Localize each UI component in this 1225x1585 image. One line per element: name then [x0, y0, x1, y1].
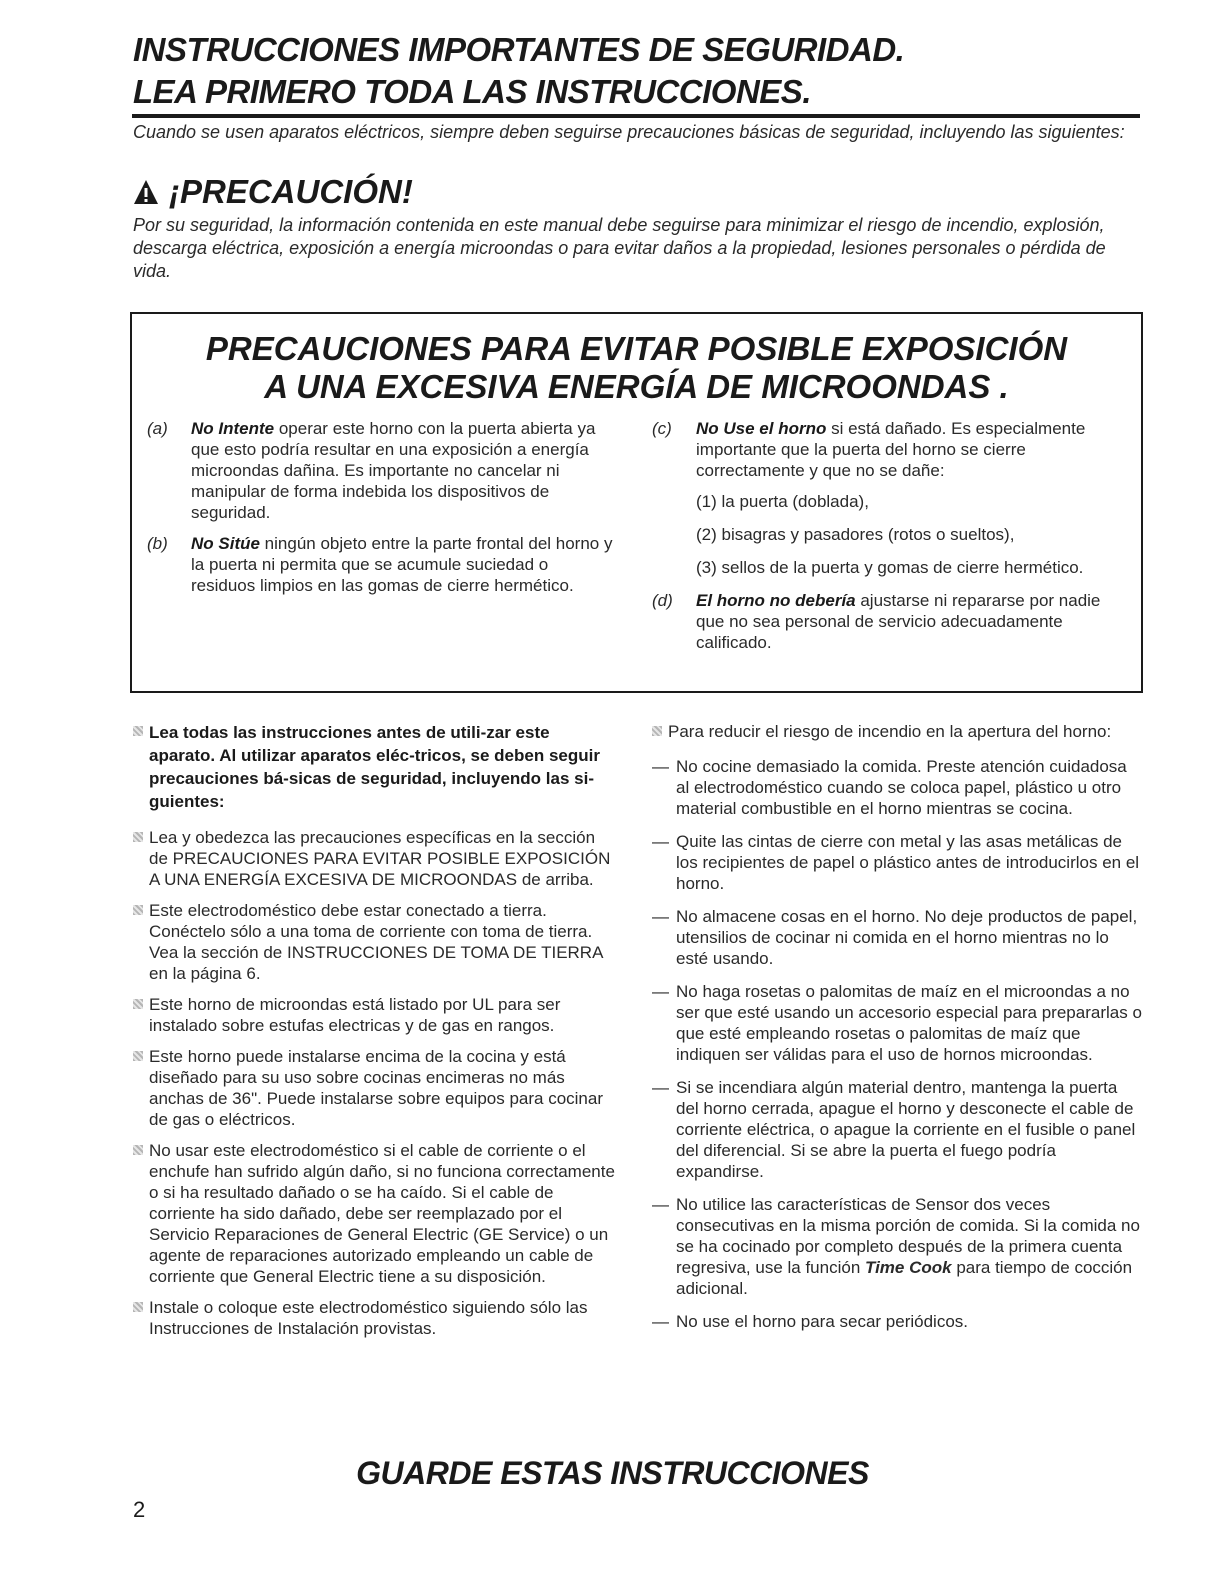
bullet-text: Este horno puede instalarse encima de la cocina y está diseñado para su uso sobre cocinas encimeras no más anchas de 36". Puede instalarse sobre equipos para cocinar de gas o eléctricos.	[149, 1047, 603, 1129]
box-left-column	[147, 418, 617, 606]
bullet-text: Este horno de microondas está listado por UL para ser instalado sobre estufas electricas y de gas en rangos.	[149, 995, 561, 1035]
dash-text: No use el horno para secar periódicos.	[676, 1312, 968, 1331]
dash-item	[652, 981, 1144, 1065]
bullet-text: No usar este electrodoméstico si el cable de corriente o el enchufe han sufrido algún daño, si no funciona correctamente o si ha resultado dañado o se ha caído. Si el cable de corriente ha sido dañado, debe ser reemplazado por el Servicio Reparaciones de General Electric (GE Service) o un agente de reparaciones autorizado empleando un cable de corriente que General Electric tiene a su disposición.	[149, 1141, 615, 1286]
item-tag: (a)	[147, 419, 168, 438]
item-text: ningún objeto entre la parte frontal del horno y la puerta ni permita que se acumule suciedad o residuos limpios en las gomas de cierre hermético.	[191, 534, 613, 595]
bullet-text: Lea y obedezca las precauciones específicas en la sección de PRECAUCIONES PARA EVITAR POSIBLE EXPOSICIÓN A UNA ENERGÍA EXCESIVA DE MICROONDAS de arriba.	[149, 828, 611, 889]
item-text: ajustarse ni repararse por nadie que no sea personal de servicio adecuadamente calificado.	[696, 591, 1101, 652]
dash-item	[652, 1194, 1144, 1299]
dash-item	[652, 756, 1144, 819]
item-text: operar este horno con la puerta abierta ya que esto podría resultar en una exposición a energía microondas dañina. Es importante no cancelar ni manipular de forma indebida los dispositivos de seguridad.	[191, 419, 596, 522]
dash-item	[652, 831, 1144, 894]
square-bullet-icon	[133, 1051, 143, 1061]
dash-marker: —	[652, 832, 669, 851]
title-rule	[132, 114, 1140, 118]
square-bullet-icon	[133, 1145, 143, 1155]
safety-right-column	[652, 721, 1144, 1344]
precaution-item-c	[652, 418, 1122, 481]
precaution-item-d	[652, 590, 1122, 653]
precaution-item-b	[147, 533, 617, 596]
page-title-line2: LEA PRIMERO TODA LAS INSTRUCCIONES.	[133, 73, 811, 110]
bullet-item	[652, 721, 1144, 742]
dash-marker: —	[652, 982, 669, 1001]
dash-marker: —	[652, 757, 669, 776]
square-bullet-icon	[133, 1302, 143, 1312]
square-bullet-icon	[133, 999, 143, 1009]
dash-text: Si se incendiara algún material dentro, mantenga la puerta del horno cerrada, apague el horno y desconecte el cable de corriente eléctrica, o apague la corriente en el fusible o panel del diferencial. Si se abre la puerta el fuego podría expandirse.	[676, 1078, 1136, 1181]
safety-left-column	[133, 721, 618, 1349]
bullet-text: Instale o coloque este electrodoméstico siguiendo sólo las Instrucciones de Instalación provistas.	[149, 1298, 588, 1338]
square-bullet-icon	[652, 726, 662, 736]
dash-marker: —	[652, 907, 669, 926]
dash-marker: —	[652, 1312, 669, 1331]
dash-text-a: No utilice las características de Sensor dos veces consecutivas en la misma porción de comida. Si la comida no se ha cocinado por completo después de la primera cuenta regresiva, use la función	[676, 1195, 1140, 1277]
page-title-line1: INSTRUCCIONES IMPORTANTES DE SEGURIDAD.	[133, 31, 905, 68]
item-text: si está dañado. Es especialmente importante que la puerta del horno se cierre correctamente y que no se dañe:	[696, 419, 1086, 480]
square-bullet-icon	[133, 905, 143, 915]
dash-text: No haga rosetas o palomitas de maíz en el microondas a no ser que esté usando un accesorio especial para prepararlas o que esté empleando rosetas o palomitas de maíz que indiquen ser válidas para el uso de hornos microondas.	[676, 982, 1142, 1064]
bullet-item	[133, 827, 618, 890]
dash-text-b: para tiempo de cocción adicional.	[676, 1258, 1133, 1298]
box-right-column	[652, 418, 1122, 663]
item-lead: No Use el horno	[696, 419, 827, 438]
bullet-item	[133, 1046, 618, 1130]
box-title-line1: PRECAUCIONES PARA EVITAR POSIBLE EXPOSICIÓN	[205, 330, 1068, 367]
page-number: 2	[133, 1497, 146, 1522]
caution-heading	[133, 172, 413, 212]
precaution-sub-3: (3) sellos de la puerta y gomas de cierre hermético.	[696, 558, 1084, 577]
dash-text: No almacene cosas en el horno. No deje productos de papel, utensilios de cocinar ni comida en el horno mientras no lo esté usando.	[676, 907, 1138, 968]
item-lead: No Intente	[191, 419, 275, 438]
dash-item	[652, 906, 1144, 969]
dash-marker: —	[652, 1078, 669, 1097]
item-tag: (d)	[652, 591, 673, 610]
precaution-sub-1: (1) la puerta (doblada),	[696, 492, 869, 511]
square-bullet-icon	[133, 726, 143, 736]
caution-text: Por su seguridad, la información contenida en este manual debe seguirse para minimizar el riesgo de incendio, explosión, descarga eléctrica, exposición a energía microondas o para evitar daños a la propiedad, lesiones personales o pérdida de vida.	[133, 215, 1106, 281]
bullet-lead-text: Lea todas las instrucciones antes de utili-zar este aparato. Al utilizar aparatos eléc-tricos, se deben seguir precauciones bá-sicas de seguridad, incluyendo las si-guientes:	[149, 723, 600, 811]
item-lead: El horno no debería	[696, 591, 856, 610]
dash-item	[652, 1077, 1144, 1182]
box-title-line2: A UNA EXCESIVA ENERGÍA DE MICROONDAS .	[264, 368, 1009, 405]
square-bullet-icon	[133, 832, 143, 842]
caution-label: ¡PRECAUCIÓN!	[169, 173, 413, 210]
bullet-item	[133, 1297, 618, 1339]
bullet-item	[133, 1140, 618, 1287]
warning-icon	[133, 179, 159, 205]
dash-text: Quite las cintas de cierre con metal y las asas metálicas de los recipientes de papel o plástico antes de introducirlos en el horno.	[676, 832, 1140, 893]
microwave-precautions-box	[130, 312, 1143, 693]
item-tag: (b)	[147, 534, 168, 553]
bullet-item	[133, 994, 618, 1036]
dash-marker: —	[652, 1195, 669, 1214]
bullet-text: Para reducir el riesgo de incendio en la apertura del horno:	[668, 722, 1112, 741]
bullet-lead	[133, 721, 618, 813]
time-cook-label: Time Cook	[865, 1258, 952, 1277]
item-tag: (c)	[652, 419, 672, 438]
precaution-sub-2: (2) bisagras y pasadores (rotos o sueltos),	[696, 525, 1015, 544]
intro-text: Cuando se usen aparatos eléctricos, siempre deben seguirse precauciones básicas de seguridad, incluyendo las siguientes:	[133, 122, 1125, 142]
bullet-item	[133, 900, 618, 984]
item-lead: No Sitúe	[191, 534, 260, 553]
dash-item	[652, 1311, 1144, 1332]
dash-text: No cocine demasiado la comida. Preste atención cuidadosa al electrodoméstico cuando se coloca papel, plástico u otro material combustible en el horno mientras se cocina.	[676, 757, 1127, 818]
precaution-item-a	[147, 418, 617, 523]
bullet-text: Este electrodoméstico debe estar conectado a tierra. Conéctelo sólo a una toma de corriente con toma de tierra. Vea la sección de INSTRUCCIONES DE TOMA DE TIERRA en la página 6.	[149, 901, 603, 983]
save-instructions-footer: GUARDE ESTAS INSTRUCCIONES	[356, 1455, 869, 1491]
